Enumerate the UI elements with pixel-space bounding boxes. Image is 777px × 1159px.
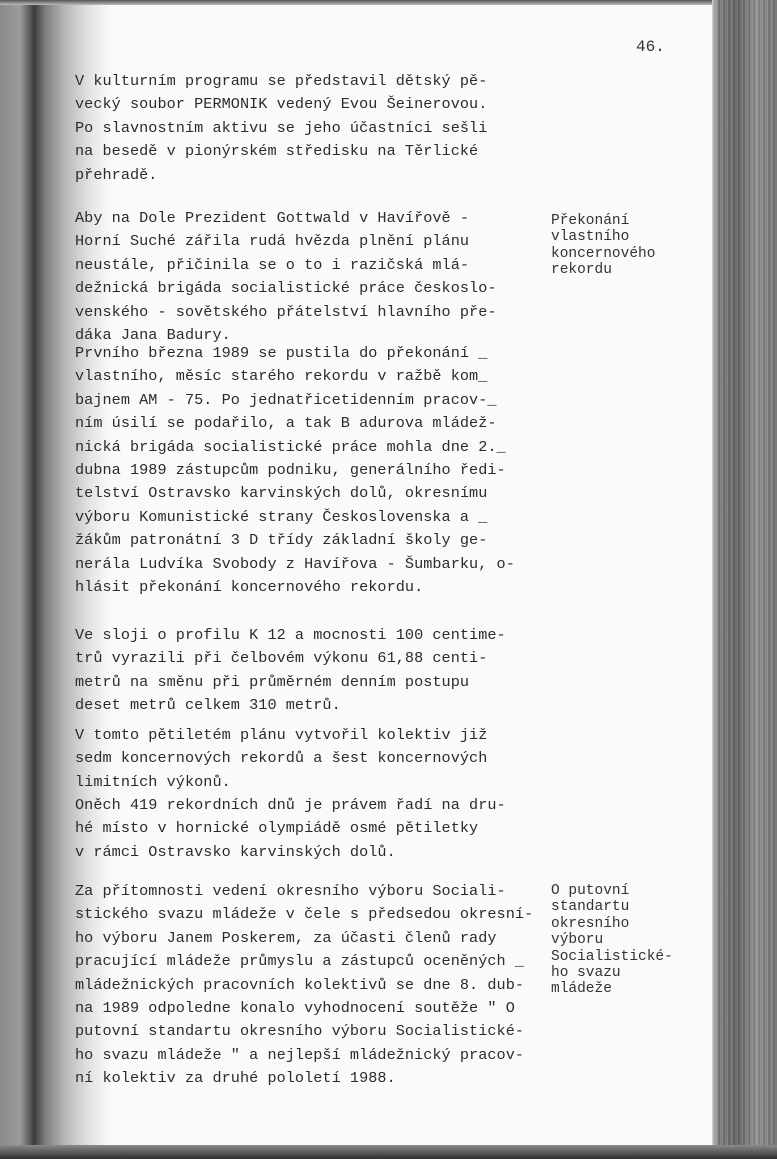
- paragraph-2: [75, 207, 497, 347]
- paragraph-6: [75, 794, 506, 864]
- margin-note-line: koncernového: [551, 245, 656, 262]
- text-line: na 1989 odpoledne konalo vyhodnocení soutěže " O: [75, 999, 515, 1018]
- text-line: v rámci Ostravsko karvinských dolů.: [75, 842, 396, 861]
- text-line: telství Ostravsko karvinských dolů, okresnímu: [75, 484, 488, 503]
- text-line: sedm koncernových rekordů a šest koncernových: [75, 749, 488, 768]
- text-line: V kulturním programu se představil dětský pě-: [75, 72, 488, 90]
- text-line: ho svazu mládeže " a nejlepší mládežnický pracov-: [75, 1045, 525, 1064]
- margin-note-line: Socialistické-: [551, 948, 673, 965]
- margin-note-record: [551, 213, 655, 279]
- text-line: Oněch 419 rekordních dnů je právem řadí na dru-: [75, 796, 506, 814]
- margin-note-line: vlastního: [551, 229, 630, 246]
- text-line: hé místo v hornické olympiádě osmé pětiletky: [75, 819, 479, 838]
- margin-note-line: mládeže: [551, 981, 612, 998]
- margin-note-standard: [551, 883, 673, 998]
- text-line: Po slavnostním aktivu se jeho účastníci sešli: [75, 118, 488, 137]
- page-number: 46.: [636, 38, 665, 56]
- book-binding-edge: [712, 0, 777, 1159]
- text-line: V tomto pětiletém plánu vytvořil kolektiv již: [75, 726, 488, 744]
- text-line: mládežnických pracovních kolektivů se dne 8. dub-: [75, 975, 525, 994]
- text-line: Horní Suché zářila rudá hvězda plnění plánu: [75, 232, 470, 251]
- text-line: na besedě v pionýrském středisku na Těrlické: [75, 142, 479, 161]
- text-line: limitních výkonů.: [75, 772, 231, 791]
- text-line: žákům patronátní 3 D třídy základní školy ge-: [75, 531, 488, 550]
- text-line: neustále, přičinila se o to i razičská mlá-: [75, 255, 470, 274]
- text-line: putovní standartu okresního výboru Socialistické-: [75, 1022, 525, 1041]
- margin-note-line: Překonání: [551, 213, 630, 229]
- paragraph-1: [75, 70, 487, 187]
- paragraph-5: [75, 724, 487, 794]
- text-line: trů vyrazili při čelbovém výkonu 61,88 centi-: [75, 649, 488, 668]
- margin-note-line: O putovní: [551, 883, 630, 899]
- text-line: deset metrů celkem 310 metrů.: [75, 696, 341, 715]
- text-line: pracující mládeže průmyslu a zástupců oceněných _: [75, 952, 525, 971]
- text-line: ním úsilí se podařilo, a tak B adurova mládež-: [75, 414, 497, 433]
- text-line: Aby na Dole Prezident Gottwald v Havířově -: [75, 209, 470, 227]
- text-line: přehradě.: [75, 165, 158, 184]
- paragraph-3: [75, 342, 515, 599]
- scan-bottom-edge: [0, 1145, 777, 1159]
- margin-note-line: okresního: [551, 915, 630, 932]
- text-line: dubna 1989 zástupcům podniku, generálního ředi-: [75, 461, 506, 480]
- text-line: ní kolektiv za druhé pololetí 1988.: [75, 1069, 396, 1088]
- text-line: venského - sovětského přátelství hlavního pře-: [75, 302, 497, 321]
- text-line: dežnická brigáda socialistické práce českoslo-: [75, 279, 497, 298]
- paragraph-4: [75, 624, 506, 718]
- text-line: bajnem AM - 75. Po jednatřicetidenním pracov-_: [75, 390, 497, 409]
- text-line: hlásit překonání koncernového rekordu.: [75, 578, 424, 597]
- text-line: vlastního, měsíc starého rekordu v ražbě kom_: [75, 367, 488, 386]
- text-line: stického svazu mládeže v čele s předsedou okresní-: [75, 905, 534, 924]
- text-line: nická brigáda socialistické práce mohla dne 2._: [75, 437, 506, 456]
- text-line: výboru Komunistické strany Československa a _: [75, 507, 488, 526]
- margin-note-line: ho svazu: [551, 965, 621, 982]
- text-line: Prvního března 1989 se pustila do překonání _: [75, 344, 488, 362]
- text-line: dáka Jana Badury.: [75, 326, 231, 345]
- margin-note-line: rekordu: [551, 262, 612, 279]
- text-line: metrů na směnu při průměrném denním postupu: [75, 672, 470, 691]
- text-line: vecký soubor PERMONIK vedený Evou Šeinerovou.: [75, 95, 488, 114]
- scan-top-edge: [0, 0, 777, 5]
- margin-note-line: výboru: [551, 932, 604, 949]
- paragraph-7: [75, 880, 533, 1091]
- text-line: ho výboru Janem Poskerem, za účasti členů rady: [75, 928, 497, 947]
- margin-note-line: standartu: [551, 899, 630, 916]
- text-line: Za přítomnosti vedení okresního výboru Sociali-: [75, 882, 506, 900]
- text-line: Ve sloji o profilu K 12 a mocnosti 100 centime-: [75, 626, 506, 644]
- text-line: nerála Ludvíka Svobody z Havířova - Šumbarku, o-: [75, 554, 515, 573]
